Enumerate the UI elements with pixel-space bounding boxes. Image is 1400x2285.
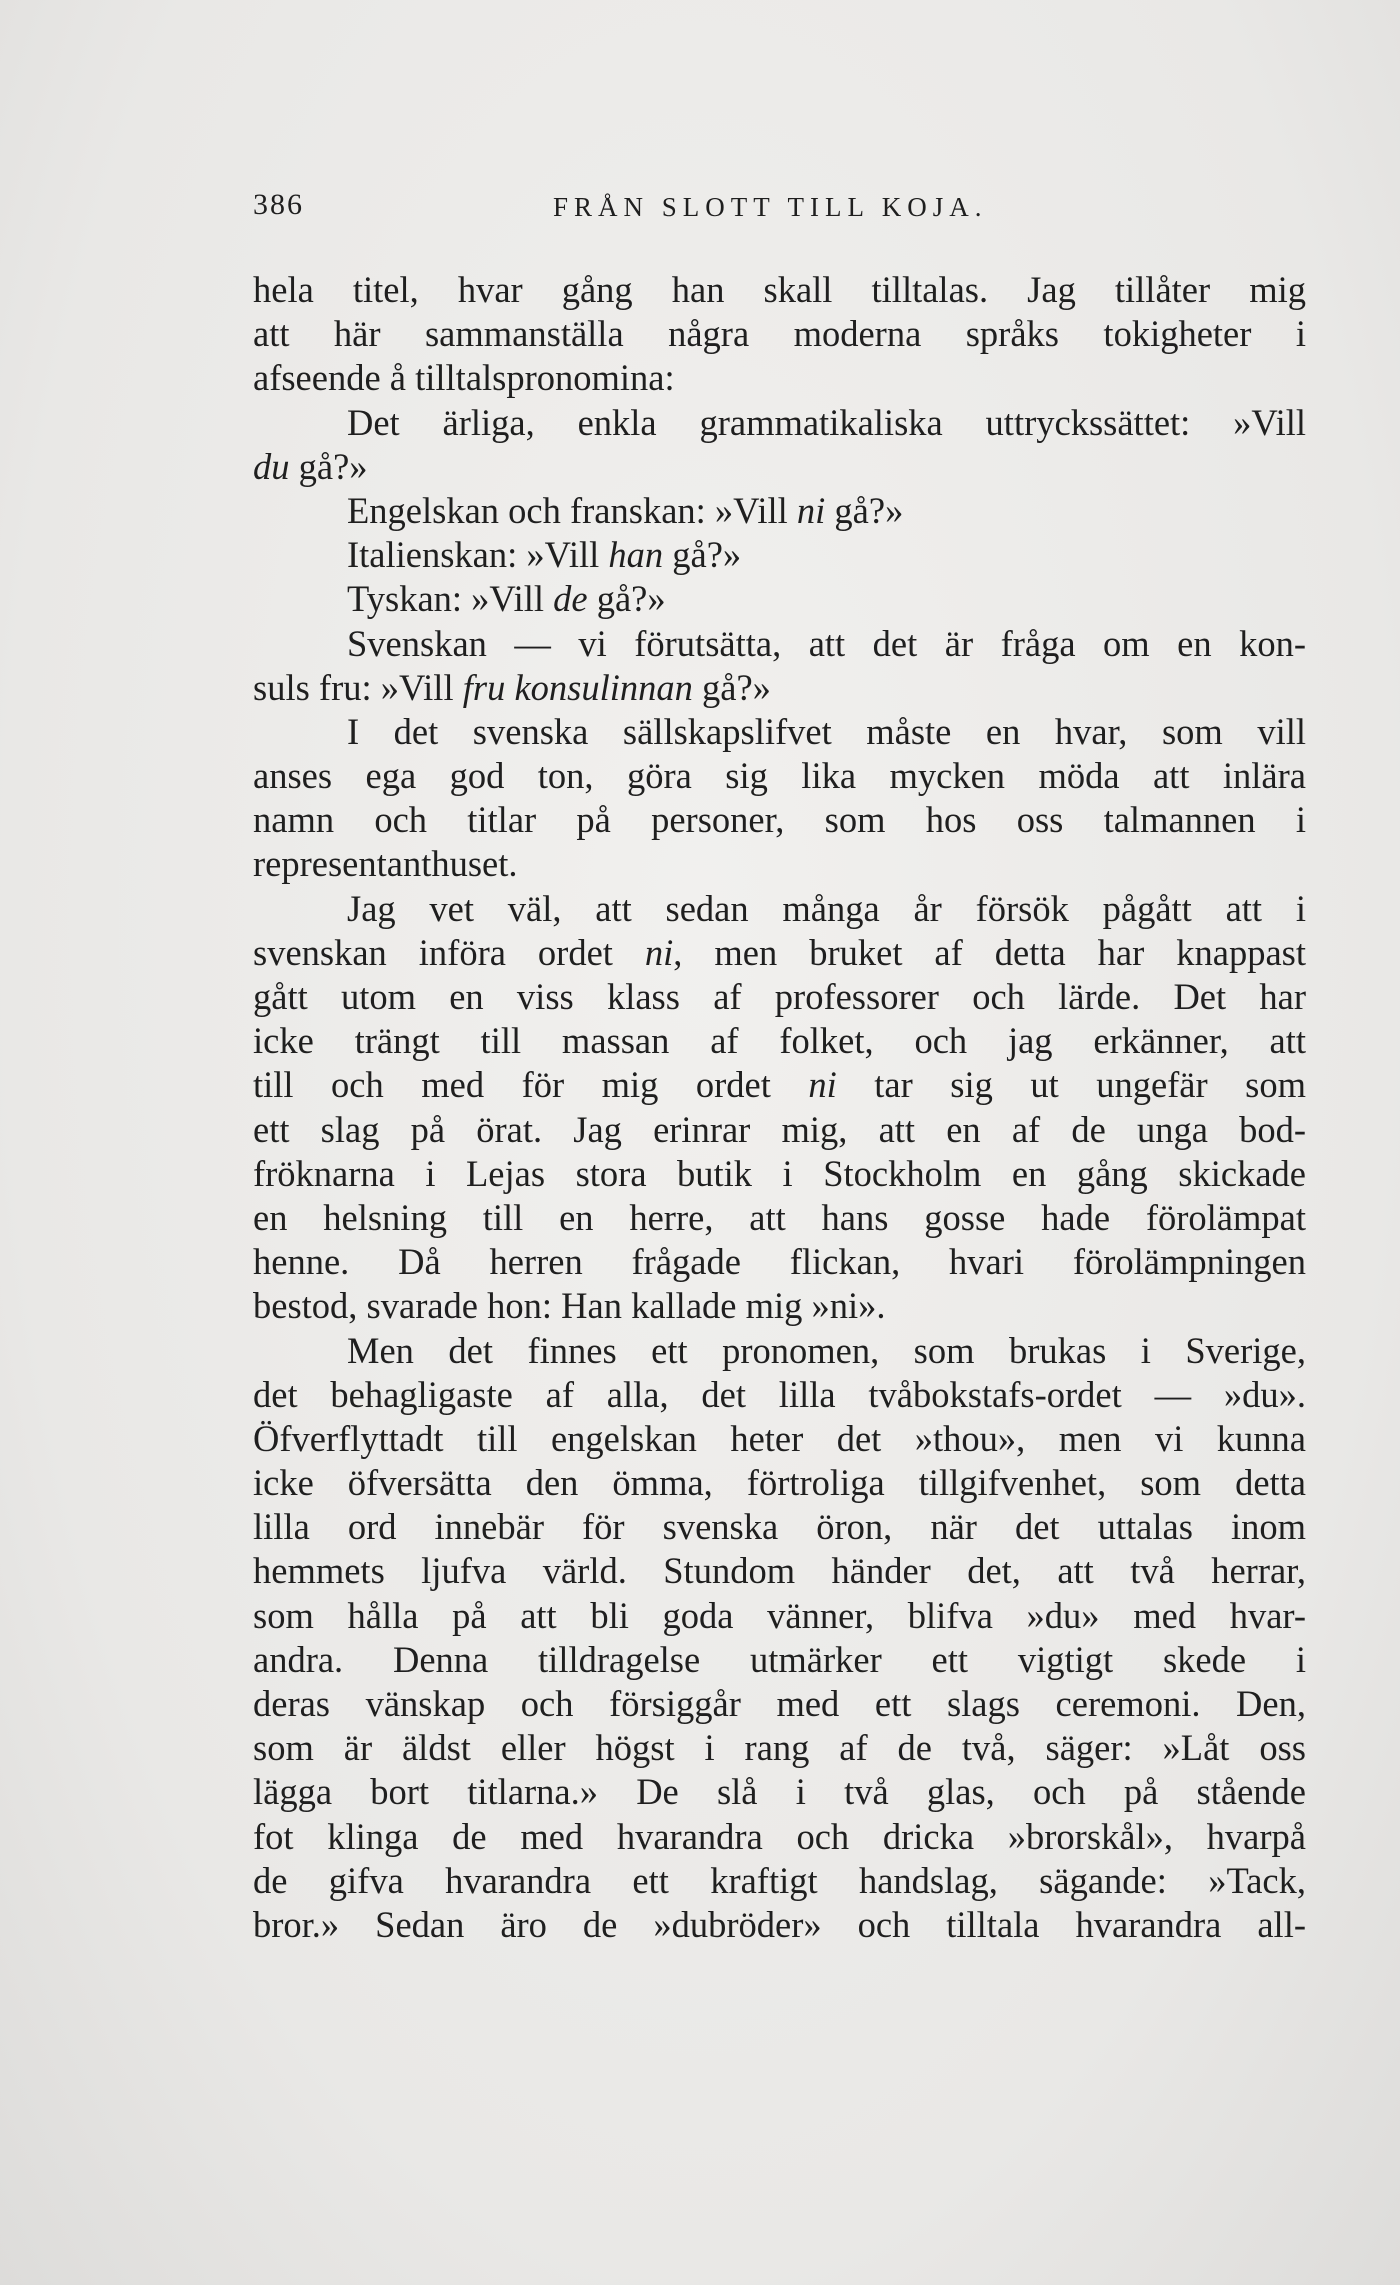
text-line: Engelskan och franskan: »Vill ni gå?»: [347, 489, 904, 531]
text-line: bror.» Sedan äro de »dubröder» och tilltala hvarandra all-: [253, 1903, 1306, 1945]
text-line: som hålla på att bli goda vänner, blifva »du» med hvar-: [253, 1594, 1306, 1636]
text-line: ett slag på örat. Jag erinrar mig, att en af de unga bod-: [253, 1108, 1306, 1150]
text-line: I det svenska sällskapslifvet måste en hvar, som vill: [347, 710, 1306, 752]
italic-word: du: [253, 445, 290, 487]
text-line: fröknarna i Lejas stora butik i Stockholm en gång skickade: [253, 1152, 1306, 1194]
text-line: bestod, svarade hon: Han kallade mig »ni».: [253, 1285, 886, 1327]
text-line: Det ärliga, enkla grammatikaliska uttryckssättet: »Vill: [347, 401, 1306, 443]
text-line: de gifva hvarandra ett kraftigt handslag, sägande: »Tack,: [253, 1859, 1306, 1901]
text-line: henne. Då herren frågade flickan, hvari förolämpningen: [253, 1241, 1306, 1283]
text-line: Jag vet väl, att sedan många år försök pågått att i: [347, 887, 1306, 929]
text-line: afseende å tilltalspronomina:: [253, 357, 675, 399]
text-line: hela titel, hvar gång han skall tilltalas. Jag tillåter mig: [253, 269, 1306, 310]
running-title: FRÅN SLOTT TILL KOJA.: [553, 192, 988, 222]
page-header: [253, 188, 1033, 238]
text-line: hemmets ljufva värld. Stundom händer det, att två herrar,: [253, 1550, 1306, 1592]
italic-word: fru konsulinnan: [462, 666, 693, 708]
text-line: deras vänskap och försiggår med ett slags ceremoni. Den,: [253, 1683, 1306, 1724]
text-line: namn och titlar på personer, som hos oss talmannen i: [253, 799, 1306, 841]
italic-word: de: [553, 578, 588, 620]
text-line: Svenskan — vi förutsätta, att det är fråga om en kon-: [347, 622, 1306, 664]
text-line: Italienskan: »Vill han gå?»: [347, 534, 742, 576]
text-line: andra. Denna tilldragelse utmärker ett vigtigt skede i: [253, 1638, 1306, 1680]
text-line: anses ega god ton, göra sig lika mycken möda att inlära: [253, 755, 1306, 797]
text-line: icke trängt till massan af folket, och jag erkänner, att: [253, 1020, 1306, 1062]
text-line: suls fru: »Vill fru konsulinnan gå?»: [253, 666, 771, 708]
text-line: Men det finnes ett pronomen, som brukas i Sverige,: [347, 1329, 1306, 1371]
text-line: Tyskan: »Vill de gå?»: [347, 578, 666, 620]
text-line: till och med för mig ordet ni tar sig ut ungefär som: [253, 1064, 1306, 1106]
text-line: icke öfversätta den ömma, förtroliga tillgifvenhet, som detta: [253, 1462, 1306, 1504]
italic-word: ni: [796, 489, 826, 531]
text-line: Öfverflyttadt till engelskan heter det »thou», men vi kunna: [253, 1417, 1306, 1459]
text-line: fot klinga de med hvarandra och dricka »brorskål», hvarpå: [253, 1815, 1306, 1857]
text-line: att här sammanställa några moderna språks tokigheter i: [253, 313, 1306, 355]
body-text: [253, 268, 1306, 1947]
text-line: som är äldst eller högst i rang af de två, säger: »Låt oss: [253, 1727, 1306, 1769]
text-line: det behagligaste af alla, det lilla tvåbokstafs-ordet — »du».: [253, 1373, 1306, 1415]
italic-word: ni: [808, 1064, 837, 1106]
text-line: gått utom en viss klass af professorer och lärde. Det har: [253, 976, 1306, 1017]
text-line: lilla ord innebär för svenska öron, när det uttalas inom: [253, 1506, 1306, 1548]
text-line: du gå?»: [253, 445, 368, 487]
italic-word: ni: [644, 931, 674, 973]
text-line: representanthuset.: [253, 843, 518, 885]
page-number: 386: [253, 188, 304, 221]
text-line: lägga bort titlarna.» De slå i två glas, och på stående: [253, 1771, 1306, 1813]
text-line: svenskan införa ordet ni, men bruket af detta har knappast: [253, 931, 1306, 973]
italic-word: han: [608, 534, 664, 576]
text-line: en helsning till en herre, att hans gosse hade förolämpat: [253, 1196, 1306, 1238]
